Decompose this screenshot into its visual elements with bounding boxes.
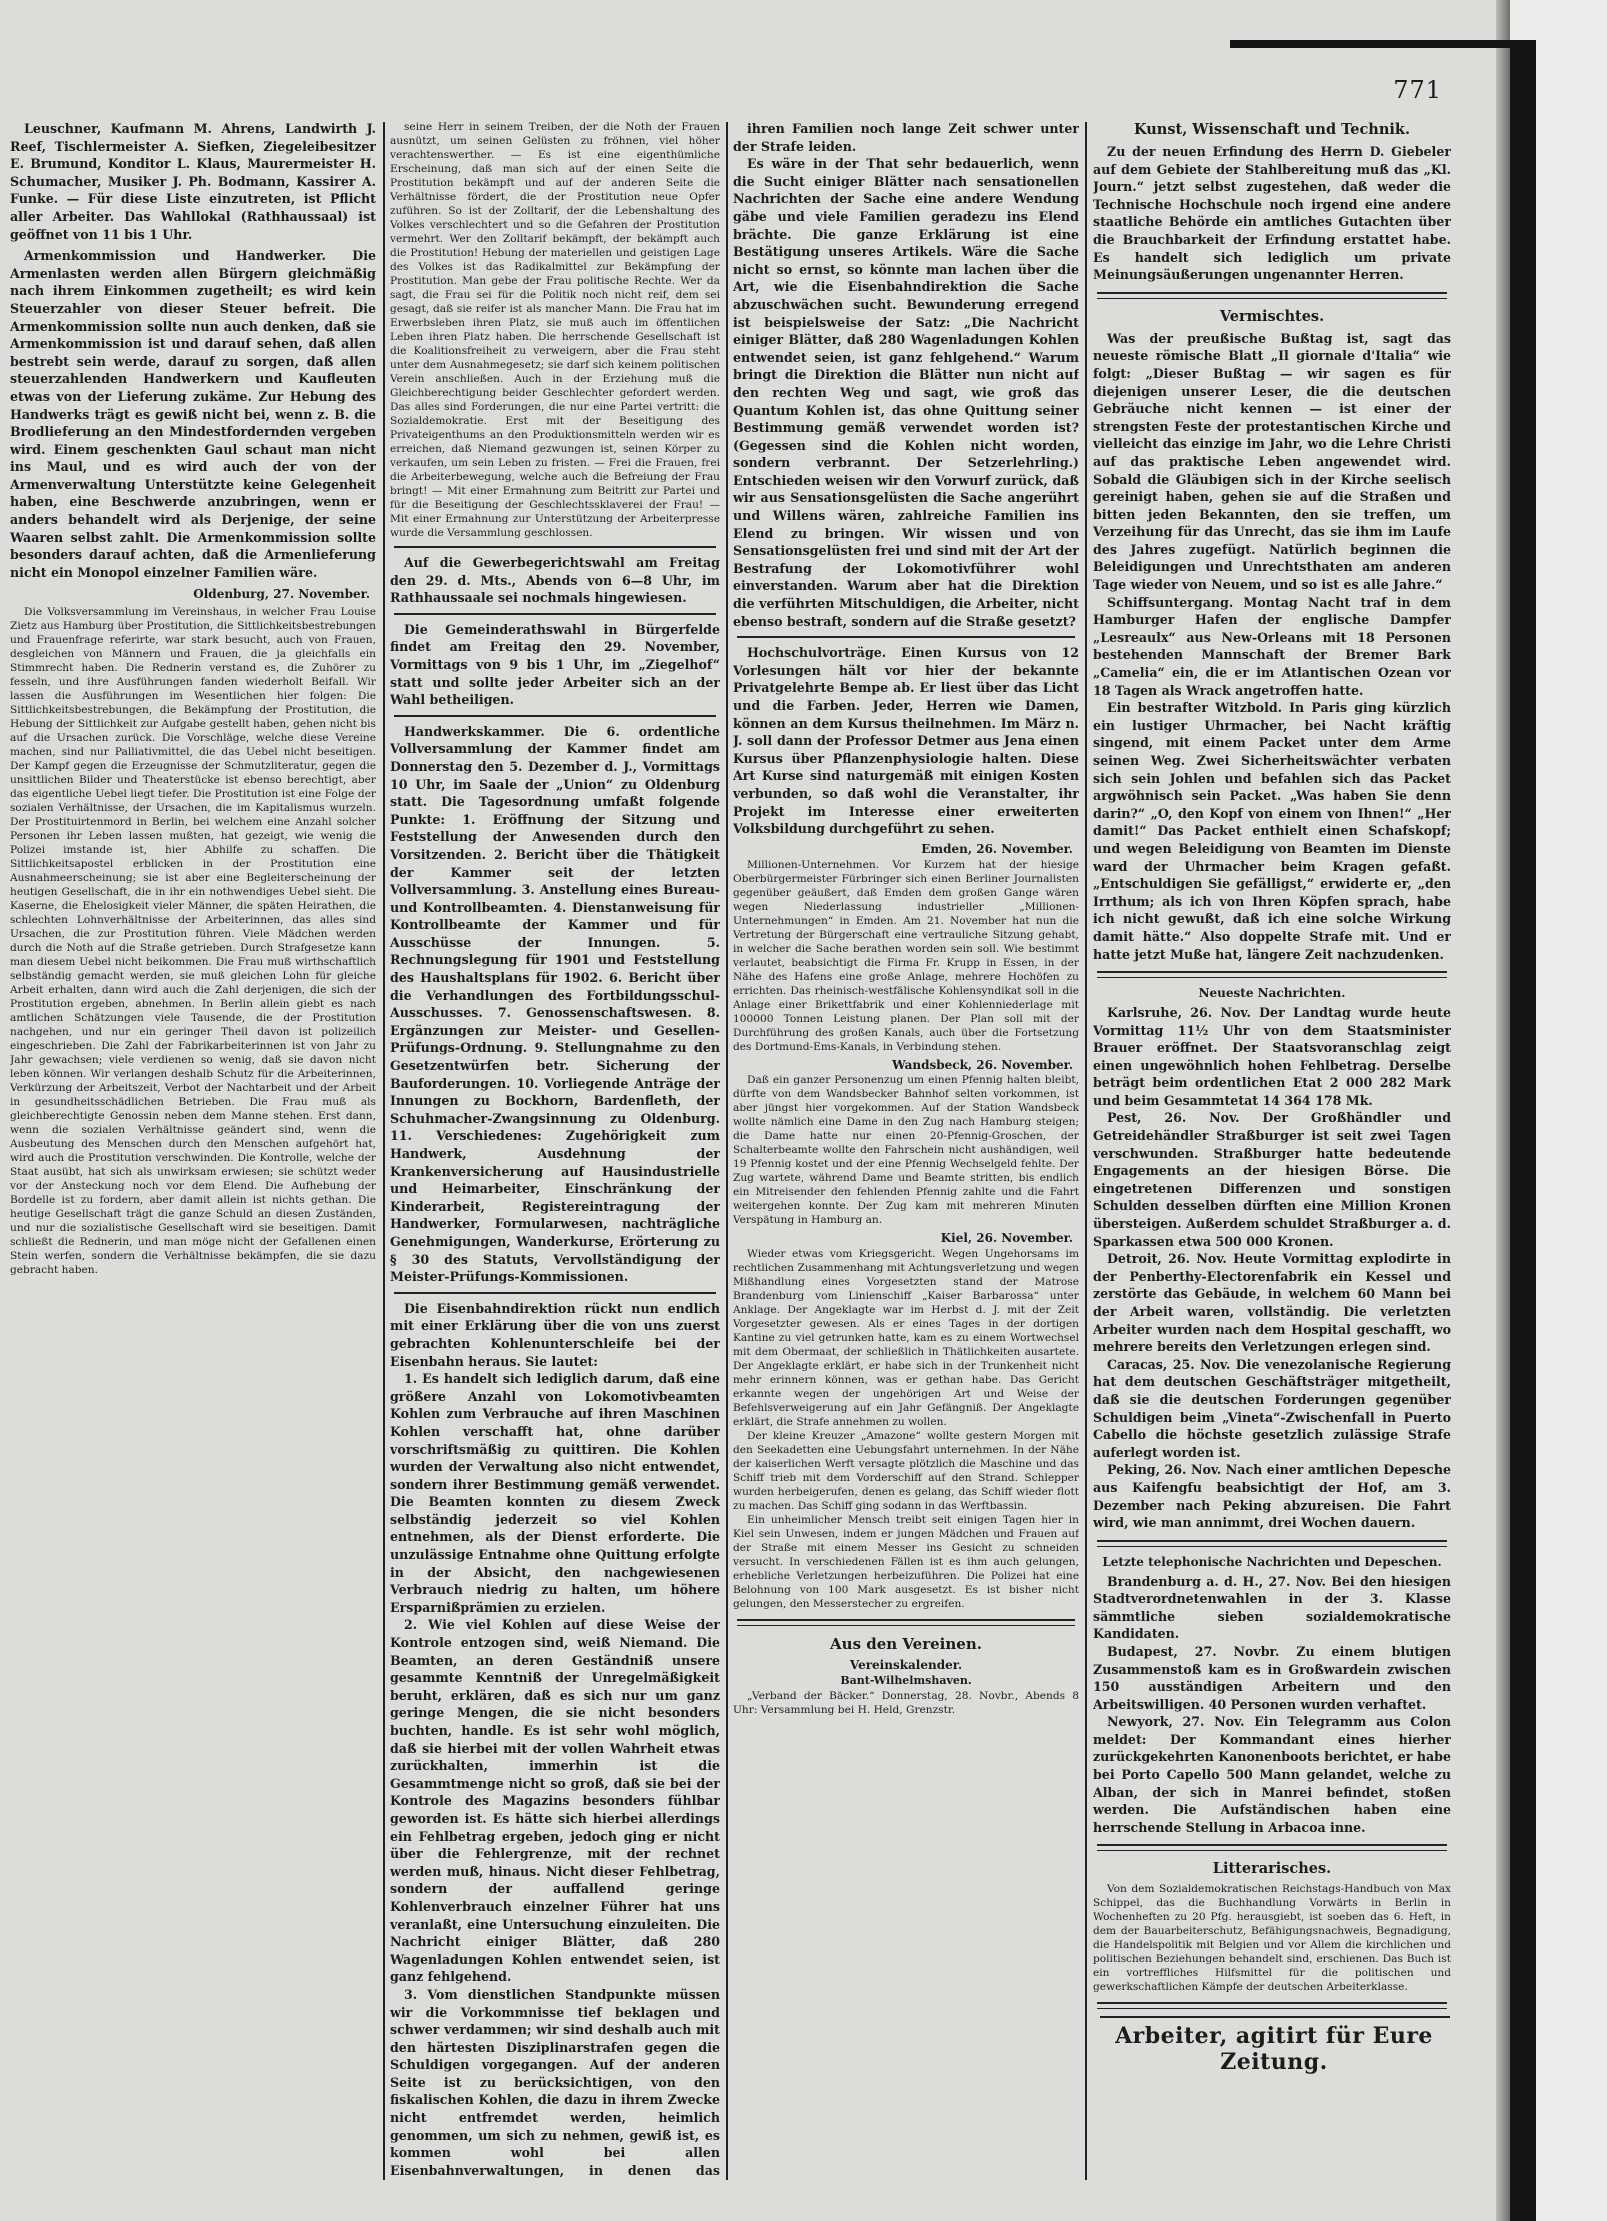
divider: [737, 636, 1075, 638]
news-karlsruhe: Karlsruhe, 26. Nov. Der Landtag wurde heute Vormittag 11½ Uhr von dem Staatsminister Brauer eröffnet. Der Staatsvoranschlag zeigt einen ungewöhnlich hohen Fehlbetrag. Derselbe beträgt beim ordentlichen Etat 2 000 282 Mark und beim Gesammtetat 14 364 178 Mk.: [1093, 1004, 1451, 1108]
hochschulvortraege-article: Hochschulvorträge. Einen Kursus von 12 Vorlesungen hält vor hier der bekannte Privatgelehrte Bempe ab. Er liest über das Licht und die Farben. Jeder, Herren wie Damen, können an dem Kursus theilnehmen. Im März n. J. soll dann der Professor Detmer aus Jena einen Kursus über Pflanzenphysiologie halten. Diese Art Kurse sind naturgemäß mit einigen Kosten verbunden, so daß wohl die Veranstalter, ihr Projekt im Interesse einer erweiterten Volksbildung durchgeführt zu sehen.: [733, 645, 1079, 837]
dateline-oldenburg: Oldenburg, 27. November.: [193, 587, 370, 602]
volksversammlung-continuation: seine Herr in seinem Treiben, der die Noth der Frauen ausnützt, um seinen Gelüsten zu fröhnen, viel höher verachtenswerther. — Es ist eine eigenthümliche Erscheinung, daß man sich auf der einen Seite die Prostitution bekämpft und auf der anderen Seite die Verhältnisse fördert, die der Prostitution neue Opfer zuführen. So ist der Zolltarif, der die Lebenshaltung des Volkes verschlechtert und so die Gefahren der Prostitution vermehrt. Wer den Zolltarif bekämpft, der bekämpft auch die Prostitution! Hebung der materiellen und geistigen Lage des Volkes ist das Radikalmittel zur Bekämpfung der Prostitution. Man gebe der Frau politische Rechte. Wer da sagt, die Frau sei für die Politik noch nicht reif, dem sei gesagt, daß sie reifer ist als mancher Mann. Die Frau hat im Erwerbsleben ihren Platz, sie muß auch im öffentlichen Leben ihren Platz haben. Die herrschende Gesellschaft ist die Koalitionsfreiheit zu verweigern, aber die Frau steht unter dem Ausnahmegesetz; sie darf sich keinem politischen Verein anschließen. Auch in der Erziehung muß die Gleichberechtigung beider Geschlechter gefordert werden. Das alles sind Forderungen, die nur eine Partei vertritt: die Sozialdemokratie. Erst mit der Beseitigung des Privateigenthums an den Produktionsmitteln werden wir es erreichen, daß Niemand gezwungen ist, seinen Körper zu verkaufen, um sein Leben zu fristen. — Frei die Frauen, frei die Arbeiterbewegung, welche auch die Befreiung der Frau bringt! — Mit einer Ermahnung zum Beitritt zur Partei und für die Beseitigung der Geschlechtssklaverei der Frau! — Mit einer Ermahnung zur Unterstützung der Arbeiterpresse wurde die Versammlung geschlossen.: [390, 121, 720, 539]
news-detroit: Detroit, 26. Nov. Heute Vormittag explodirte in der Penberthy-Electorenfabrik ein Kessel und zerstörte das Gebäude, in welchem 60 Mann bei der Arbeit waren, vollständig. Die verletzten Arbeiter wurden nach dem Hospital geschafft, wo mehrere bereits den Verletzungen erlegen sind.: [1093, 1251, 1451, 1355]
busstag-article: Was der preußische Bußtag ist, sagt das neueste römische Blatt „Il giornale d'Italia“ wie folgt: „Dieser Bußtag — wir sagen es für diejenigen unserer Leser, die die deutschen Gebräuche nicht kennen — ist einer der strengsten Feste der protestantischen Kirche und vielleicht das einzige im Jahr, wo die Lehre Christi auf das praktische Leben angewendet wird. Sobald die Gläubigen sich in der Kirche seelisch gereinigt haben, gehen sie auf die Straßen und bitten jeden Bekannten, den sie treffen, um Verzeihung für das Unrecht, das sie ihm im Laufe des Jahres zugefügt. Natürlich beginnen die Beleidigungen und Unrechtsthaten am anderen Tage wieder von Neuem, und so ist es alle Jahre.“: [1093, 330, 1451, 593]
divider: [1097, 2002, 1447, 2009]
eisenbahn-continuation: ihren Familien noch lange Zeit schwer unter der Strafe leiden.: [733, 121, 1079, 154]
vereinskalender-heading: Vereinskalender.: [849, 1658, 963, 1673]
divider: [1097, 971, 1447, 978]
eisenbahndirektion-point-3: 3. Vom dienstlichen Standpunkte müssen wir die Vorkommnisse tief beklagen und schwer verdammen; wir sind deshalb auch mit den härtesten Disziplinarstrafen gegen die Schuldigen vorgegangen. Auf der anderen Seite ist zu berücksichtigen, von den fiskalischen Kohlen, die dazu in ihrem Zwecke nicht entfremdet werden, heimlich genommen, um sich zu nehmen, gewiß ist, es kommen wohl bei allen Eisenbahnverwaltungen, in denen das: [390, 1986, 720, 2178]
pfennig-zug-article: Daß ein ganzer Personenzug um einen Pfennig halten bleibt, dürfte von dem Wandsbecker Bahnhof selten vorkommen, ist aber jüngst hier vorgekommen. Auf der Station Wandsbeck wollte nämlich eine Dame in den Zug nach Hamburg steigen; die Dame hatte nur einen 20-Pfennig-Groschen, der Schalterbeamte wollte den Fahrschein nicht aushändigen, weil 19 Pfennig kostet und der eine Pfennig Wechselgeld fehlte. Der Zug wartete, während Dame und Beamte stritten, bis endlich ein Mitreisender den fehlenden Pfennig zahlte und die Fahrt weitergehen konnte. Der Zug kam mit mehreren Minuten Verspätung in Hamburg an.: [733, 1074, 1079, 1227]
vereinskalender-place: Bant-Wilhelmshaven.: [840, 1674, 972, 1688]
schiffsuntergang-article: Schiffsuntergang. Montag Nacht traf in dem Hamburger Hafen der englische Dampfer „Lesreaulx“ aus New-Orleans mit 18 Personen bestehenden Mannschaft der Bremer Bark „Camelia“ ein, die er im Atlantischen Ozean vor 18 Tagen als Wrack angetroffen hatte.: [1093, 594, 1451, 698]
divider: [394, 715, 716, 717]
footer-slogan: Arbeiter, agitirt für Eure Zeitung.: [1115, 2023, 1433, 2075]
news-newyork: Newyork, 27. Nov. Ein Telegramm aus Colon meldet: Der Kommandant eines hierher zurückgekehrten Kanonenboots berichtet, er habe bei Porto Capello 500 Mann gelandet, welche zu Alban, der sich in Manrei befindet, stoßen werden. Die Aufständischen haben eine herrschende Stellung in Arbacoa inne.: [1093, 1714, 1451, 1835]
election-list-paragraph: Leuschner, Kaufmann M. Ahrens, Landwirth J. Reef, Tischlermeister A. Siefken, Ziegeleibesitzer E. Brumund, Konditor L. Klaus, Maurermeister H. Schumacher, Musiker J. Ph. Bodmann, Kassirer A. Funke. — Für diese Liste einzutreten, ist Pflicht aller Arbeiter. Das Wahllokal (Rathhaussaal) ist geöffnet von 11 bis 1 Uhr.: [10, 121, 376, 242]
section-title-vermischtes: Vermischtes.: [1219, 307, 1325, 325]
divider: [394, 613, 716, 615]
section-title-litterarisches: Litterarisches.: [1212, 1860, 1332, 1878]
column-rule: [1085, 122, 1087, 2180]
column-2: [390, 120, 720, 2180]
verein-listing: „Verband der Bäcker.“ Donnerstag, 28. Novbr., Abends 8 Uhr: Versammlung bei H. Held, Grenzstr.: [733, 1690, 1079, 1717]
eisenbahndirektion-intro: Die Eisenbahndirektion rückt nun endlich mit einer Erklärung über die von uns zuerst gebrachten Kohlenunterschleife bei der Eisenbahn heraus. Sie lautet:: [390, 1300, 720, 1369]
divider: [737, 1619, 1075, 1626]
millionen-unternehmen-article: Millionen-Unternehmen. Vor Kurzem hat der hiesige Oberbürgermeister Fürbringer sich einen Berliner Journalisten gegenüber geäußert, daß Emden dem großen Gange wären wegen Niederlassung industrieller „Millionen-Unternehmungen“ in Emden. Am 21. November hat nun die Vertretung der Bürgerschaft eine vertrauliche Sitzung gehabt, in welcher die Sache berathen worden sein soll. Wie bestimmt verlautet, beabsichtigt die Firma Fr. Krupp in Essen, in der Nähe des Hafens eine große Anlage, mehrere Hochöfen zu errichten. Das rheinisch-westfälische Kohlensyndikat soll in die Anlage einer Brikettfabrik und einer Kohlenniederlage mit 100000 Tonnen Leistung planen. Der Plan soll mit der Durchführung des großen Kanals, auch über die Fortsetzung des Dortmund-Ems-Kanals, in Verbindung stehen.: [733, 858, 1079, 1053]
column-3: [733, 120, 1079, 2180]
news-caracas: Caracas, 25. Nov. Die venezolanische Regierung hat dem deutschen Geschäftsträger mitgetheilt, daß sie die deutschen Forderungen gegenüber Schuldigen beim „Vineta“-Zwischenfall in Puerto Cabello die höchste gesetzlich zulässige Strafe auferlegt worden ist.: [1093, 1356, 1451, 1460]
section-title-vereine: Aus den Vereinen.: [830, 1635, 982, 1654]
messerstecher-article: Ein unheimlicher Mensch treibt seit einigen Tagen hier in Kiel sein Unwesen, indem er jungen Mädchen und Frauen auf der Straße mit einem Messer ins Gesicht zu schneiden versucht. In verschiedenen Fällen ist es ihm auch gelungen, erhebliche Verletzungen herbeizuführen. Die Polizei hat eine Belohnung von 100 Mark ausgesetzt. Es ist bisher nicht gelungen, den Messerstecher zu ergreifen.: [733, 1514, 1079, 1611]
divider: [394, 546, 716, 548]
kriegsgericht-article: Wieder etwas vom Kriegsgericht. Wegen Ungehorsams im rechtlichen Zusammenhang mit Achtungsverletzung und wegen Mißhandlung eines Vorgesetzten stand der Matrose Brandenburg vom Linienschiff „Kaiser Barbarossa“ unter Anklage. Der Angeklagte war im Herbst d. J. mit der Zeit Vorgesetzter gewesen. Als er eines Tages in der dortigen Kantine zu viel getrunken hatte, kam es zu einem Wortwechsel mit dem Obermaat, der schließlich in Thätlichkeiten ausartete. Der Angeklagte erklärt, er habe sich in der Trunkenheit nicht mehr erinnern können, was er gethan habe. Das Gericht erkannte wegen der ungehörigen Art und Weise der Befehlsverweigerung auf ein Jahr Gefängniß. Der Angeklagte erklärt, die Strafe annehmen zu wollen.: [733, 1248, 1079, 1429]
litterarisches-article: Von dem Sozialdemokratischen Reichstags-Handbuch von Max Schippel, das die Buchhandlung Vorwärts in Berlin in Wochenheften zu 20 Pfg. herausgiebt, ist soeben das 6. Heft, in dem der Bauarbeiterschutz, Befähigungsnachweis, Begnadigung, die Handelspolitik mit Belgien und vor Allem die kirchlichen und politischen Beziehungen behandelt sind, erschienen. Das Buch ist ein vortreffliches Hilfsmittel für die politischen und gewerkschaftlichen Kämpfe der deutschen Arbeiterklasse.: [1093, 1883, 1451, 1994]
news-budapest: Budapest, 27. Novbr. Zu einem blutigen Zusammenstoß kam es in Großwardein zwischen 150 ausständigen Arbeitern und den Arbeitswilligen. 40 Personen wurden verhaftet.: [1093, 1643, 1451, 1712]
news-brandenburg: Brandenburg a. d. H., 27. Nov. Bei den hiesigen Stadtverordnetenwahlen in der 3. Klasse sämmtliche sieben sozialdemokratische Kandidaten.: [1093, 1573, 1451, 1642]
news-pest: Pest, 26. Nov. Der Großhändler und Getreidehändler Straßburger ist seit zwei Tagen verschwunden. Straßburger hatte bedeutende Engagements an der hiesigen Börse. Die eingetretenen Differenzen und sonstigen Schulden desselben dürften eine Million Kronen übersteigen. Außerdem schuldet Straßburger a. d. Sparkassen etwa 500 000 Kronen.: [1093, 1110, 1451, 1249]
column-1: [10, 120, 376, 2180]
divider: [1097, 1540, 1447, 1547]
handwerkskammer-article: Handwerkskammer. Die 6. ordentliche Vollversammlung der Kammer findet am Donnerstag den 5. Dezember d. J., Vormittags 10 Uhr, im Saale der „Union“ zu Oldenburg statt. Die Tagesordnung umfaßt folgende Punkte: 1. Eröffnung der Sitzung und Feststellung der Anwesenden durch den Vorsitzenden. 2. Bericht über die Thätigkeit der Kammer seit der letzten Vollversammlung. 3. Anstellung eines Bureau- und Kontrollbeamten. 4. Dienstanweisung für Kontrollbeamte der Kammer und für Ausschüsse der Innungen. 5. Rechnungslegung für 1901 und Feststellung des Haushaltsplans für 1902. 6. Bericht über die Verhandlungen des Fortbildungsschul-Ausschusses. 7. Genossenschaftswesen. 8. Ergänzungen zur Meister- und Gesellen-Prüfungs-Ordnung. 9. Stellungnahme zu den Gesetzentwürfen betr. Sicherung der Bauforderungen. 10. Vorliegende Anträge der Innungen zu Bockhorn, Bardenfleth, der Schuhmacher-Zwangsinnung zu Oldenburg. 11. Verschiedenes: Zugehörigkeit zum Handwerk, Ausdehnung der Krankenversicherung auf Hausindustrielle und Heimarbeiter, Einschränkung der Kinderarbeit, Registereintragung der Handwerker, Formularwesen, nachträgliche Genehmigungen, Wanderkurse, Erörterung zu § 30 des Statuts, Vervollständigung der Meister-Prüfungs-Kommissionen.: [390, 723, 720, 1285]
eisenbahn-commentary: Es wäre in der That sehr bedauerlich, wenn die Sucht einiger Blätter nach sensationellen Nachrichten der Sache eine andere Wendung gäbe und viele Familien geradezu ins Elend brächte. Die ganze Erklärung ist eine Bestätigung unseres Artikels. Wäre die Sache nicht so ernst, so könnte man lachen über die Art, wie die Eisenbahndirektion die Sache abzuschwächen sucht. Bewunderung erregend ist beispielsweise der Satz: „Die Nachricht einiger Blätter, daß 280 Wagenladungen Kohlen entwendet seien, ist ganz fehlgehend.“ Warum bringt die Direktion die Blätter nun nicht auf den rechten Weg und sagt, wie groß das Quantum Kohlen ist, das ohne Quittung seiner Bestimmung gemäß verwendet worden ist? (Gegessen sind die Kohlen nicht worden, sondern verbrannt. Der Setzerlehrling.) Entschieden weisen wir den Vorwurf zurück, daß wir aus Sensationsgelüsten die Sache angerührt und Willens wären, zahlreiche Familien ins Elend zu bringen. Wir wissen und von Sensationsgelüsten frei und sind mit der Art der Bestrafung der Lokomotivführer wohl einverstanden. Warum aber hat die Direktion die verführten Mitschuldigen, die Arbeiter, nicht ebenso bestraft, sondern auf die Straße gesetzt?: [733, 156, 1079, 629]
divider: [1097, 292, 1447, 299]
armenkommission-article: Armenkommission und Handwerker. Die Armenlasten werden allen Bürgern gleichmäßig nach ihrem Einkommen zugetheilt; es wird kein Steuerzahler von dieser Steuer befreit. Die Armenkommission sollte nun auch denken, daß sie Armenkommission ist und darauf sehen, daß allen bestrebt sein werde, darauf zu sorgen, daß allen steuerzahlenden Handwerkern und Kaufleuten etwas von der Lieferung zukäme. Zur Hebung des Handwerks trägt es gewiß nicht bei, wenn z. B. die Brodlieferung an den Mindestfordernden vergeben wird. Einem geschenkten Gaul schaut man nicht ins Maul, und es wird auch der von der Armenverwaltung Unterstützte keine Gelegenheit haben, eine Beschwerde anzubringen, wenn er anders behandelt wird als Derjenige, der seine Waaren selbst zahlt. Die Armenkommission sollte besonders darauf achten, daß die Armenlieferung nicht ein Monopol einzelner Familien wäre.: [10, 248, 376, 580]
section-title-nachrichten: Neueste Nachrichten.: [1198, 986, 1346, 1001]
column-rule: [383, 122, 385, 2180]
page-number: 771: [1393, 76, 1442, 104]
dateline-wandsbeck: Wandsbeck, 26. November.: [892, 1057, 1073, 1072]
section-title-kunst: Kunst, Wissenschaft und Technik.: [1133, 121, 1410, 138]
dateline-kiel: Kiel, 26. November.: [940, 1231, 1073, 1246]
scan-border-right: [1510, 40, 1536, 2221]
section-title-depeschen: Letzte telephonische Nachrichten und Depeschen.: [1102, 1554, 1442, 1569]
volksversammlung-article: Die Volksversammlung im Vereinshaus, in welcher Frau Louise Zietz aus Hamburg über Prostitution, die Sittlichkeitsbestrebungen und Frauenfrage referirte, war stark besucht, auch von Frauen, desgleichen von Männern und Frauen, die ja gleichfalls ein Stimmrecht haben. Die Rednerin verstand es, die Zuhörer zu fesseln, und ihre Ausführungen fanden wiederholt Beifall. Wir lassen die Ausführungen im Wesentlichen hier folgen: Die Sittlichkeitsbestrebungen, die Bekämpfung der Prostitution, die Hebung der Sittlichkeit zur Aufgabe gestellt haben, gehen nicht bis auf die Ursachen zurück. Die Vorschläge, welche diese Vereine machen, sind nur Palliativmittel, die das Uebel nicht beseitigen. Der Kampf gegen die Erzeugnisse der Schmutzliteratur, gegen die unsittlichen Bilder und Theaterstücke ist ebenso berechtigt, aber das eigentliche Uebel liegt tiefer. Die Prostitution ist eine Folge der sozialen Verhältnisse, der Ursachen, die im Kapitalismus wurzeln. Der Prostituirtenmord in Berlin, bei welchem eine Anzahl solcher Personen ihr Leben lassen mußten, hat gezeigt, wie wenig die Polizei imstande ist, hier Abhilfe zu schaffen. Die Sittlichkeitsapostel erblicken in der Prostitution eine Ausnahmeerscheinung; sie ist aber eine Begleiterscheinung der heutigen Gesellschaft, die in ihr ein nothwendiges Uebel sieht. Die Kaserne, die Ehelosigkeit vieler Männer, die späten Heirathen, die schlechten Lohnverhältnisse der Arbeiterinnen, das alles sind Ursachen, die zur Prostitution führen. Viele Mädchen werden durch die Noth auf die Straße getrieben. Durch Strafgesetze kann man diesem Uebel nicht beikommen. Die Frau muß wirthschaftlich selbständig gemacht werden, sie muß gleichen Lohn für gleiche Arbeit erhalten, dann wird auch die Zahl derjenigen, die sich der Prostitution ergeben, abnehmen. In Berlin allein giebt es nach amtlichen Schätzungen viele Tausende, die der Prostitution nachgehen, und nur ein geringer Theil davon ist polizeilich eingeschrieben. Die Zahl der Fabrikarbeiterinnen ist von Jahr zu Jahr gewachsen; viele verdienen so wenig, daß sie davon nicht leben können. Wir verlangen deshalb Schutz für die Arbeiterinnen, Verkürzung der Arbeitszeit, Verbot der Nachtarbeit und der Arbeit in gesundheitsschädlichen Betrieben. Die Frau muß als gleichberechtigte Genossin neben dem Manne stehen. Erst dann, wenn die sozialen Verhältnisse geändert sind, wenn die Ausbeutung des Menschen durch den Menschen aufgehört hat, wird auch die Prostitution verschwinden. Die Kontrolle, welche der Staat ausübt, hat sich als unwirksam erwiesen; sie schützt weder vor der Ansteckung noch vor dem Elend. Die Aufhebung der Bordelle ist zu fordern, aber damit allein ist nichts gethan. Die heutige Gesellschaft trägt die ganze Schuld an diesen Zuständen, und nur die sozialistische Gesellschaft wird sie beseitigen. Damit schließt die Rednerin, und man möge nicht der Gefallenen einen Stein werfen, sondern die Verhältnisse bekämpfen, die sie dazu gebracht haben.: [10, 606, 376, 1277]
column-rule: [726, 122, 728, 2180]
dateline-emden: Emden, 26. November.: [921, 841, 1073, 856]
amazone-article: Der kleine Kreuzer „Amazone“ wollte gestern Morgen mit den Seekadetten eine Uebungsfahrt unternehmen. In der Nähe der kaiserlichen Werft versagte plötzlich die Maschine und das Schiff trieb mit dem Vorderschiff auf den Strand. Schlepper wurden herbeigerufen, denen es gelang, das Schiff wieder flott zu machen. Das Schiff ging sodann in das Werftbassin.: [733, 1430, 1079, 1513]
gewerbegericht-notice: Auf die Gewerbegerichtswahl am Freitag den 29. d. Mts., Abends von 6—8 Uhr, im Rathhaussaale sei nochmals hingewiesen.: [390, 555, 720, 606]
column-4: [1093, 120, 1451, 2015]
page-edge-shadow: [1496, 0, 1510, 2221]
stahlbereitung-article: Zu der neuen Erfindung des Herrn D. Giebeler auf dem Gebiete der Stahlbereitung muß das „Kl. Journ.“ jetzt selbst zugestehen, daß weder die Technische Hochschule noch irgend eine andere staatliche Behörde ein amtliches Gutachten über die Brauchbarkeit der Erfindung erstattet habe. Es handelt sich lediglich um private Meinungsäußerungen ungenannter Herren.: [1093, 144, 1451, 283]
eisenbahndirektion-point-1: 1. Es handelt sich lediglich darum, daß eine größere Anzahl von Lokomotivbeamten Kohlen zum Verbrauche auf ihren Maschinen Kohlen verschafft hat, ohne darüber vorschriftsmäßig zu quittiren. Die Kohlen wurden der Verwaltung also nicht entwendet, sondern ihrer Bestimmung gemäß verwendet. Die Beamten konnten zu diesem Zweck selbständig jederzeit so viel Kohlen entnehmen, als der Dienst erforderte. Die unzulässige Entnahme ohne Quittung erfolgte in der Absicht, den nachgewiesenen Verbrauch niedrig zu halten, um höhere Ersparnißprämien zu erzielen.: [390, 1371, 720, 1615]
scan-border-top: [1230, 40, 1536, 48]
divider: [394, 1292, 716, 1294]
slogan-rule: [1100, 2016, 1450, 2018]
divider: [1097, 1844, 1447, 1851]
news-peking: Peking, 26. Nov. Nach einer amtlichen Depesche aus Kaifengfu beabsichtigt der Hof, am 3. Dezember nach Peking abzureisen. Die Fahrt wird, wie man annimmt, drei Wochen dauern.: [1093, 1462, 1451, 1531]
eisenbahndirektion-point-2: 2. Wie viel Kohlen auf diese Weise der Kontrole entzogen sind, weiß Niemand. Die Beamten, an deren Geständniß unsere gesammte Kenntniß der Unregelmäßigkeit beruht, erklären, daß es sich nur um ganz geringe Mengen, die sie nicht besonders buchten, handle. Es ist sehr wohl möglich, daß sie hierbei mit der vollen Wahrheit etwas zurückhalten, immerhin ist die Gesammtmenge nicht so groß, daß sie bei der Kontrole des Magazins besonders fühlbar geworden ist. Es hätte sich hierbei allerdings ein Fehlbetrag ergeben, jedoch ging er nicht über die Fehlergrenze, mit der rechnet werden muß, hinaus. Nicht dieser Fehlbetrag, sondern der auffallend geringe Kohlenverbrauch einzelner Führer hat uns veranlaßt, eine Untersuchung einzuleiten. Die Nachricht einiger Blätter, daß 280 Wagenladungen Kohlen entwendet seien, ist ganz fehlgehend.: [390, 1617, 720, 1985]
gemeinderathswahl-notice: Die Gemeinderathswahl in Bürgerfelde findet am Freitag den 29. November, Vormittags von 9 bis 1 Uhr, im „Ziegelhof“ statt und sollte jeder Arbeiter sich an der Wahl betheiligen.: [390, 621, 720, 708]
witzbold-article: Ein bestrafter Witzbold. In Paris ging kürzlich ein lustiger Uhrmacher, bei Nacht kräftig singend, mit einem Packet unter dem Arme seinen Weg. Zwei Sicherheitswächter verbaten sich sein Johlen und befahlen sich das Packet argwöhnisch sein Packet. „Was haben Sie denn darin?“ „O, den Kopf von einem von Ihnen!“ „Her damit!“ Das Packet enthielt einen Schafskopf; und wegen Beleidigung von Beamten im Dienste ward der Uhrmacher beim Kragen gefaßt. „Entschuldigen Sie gefälligst,“ erwiderte er, „den Irrthum; als ich von Ihren Köpfen sprach, habe ich nicht gewußt, daß ich eine solche Wirkung damit hätte.“ Also doppelte Strafe mit. Und er hatte jetzt Muße hat, längere Zeit nachzudenken.: [1093, 700, 1451, 962]
